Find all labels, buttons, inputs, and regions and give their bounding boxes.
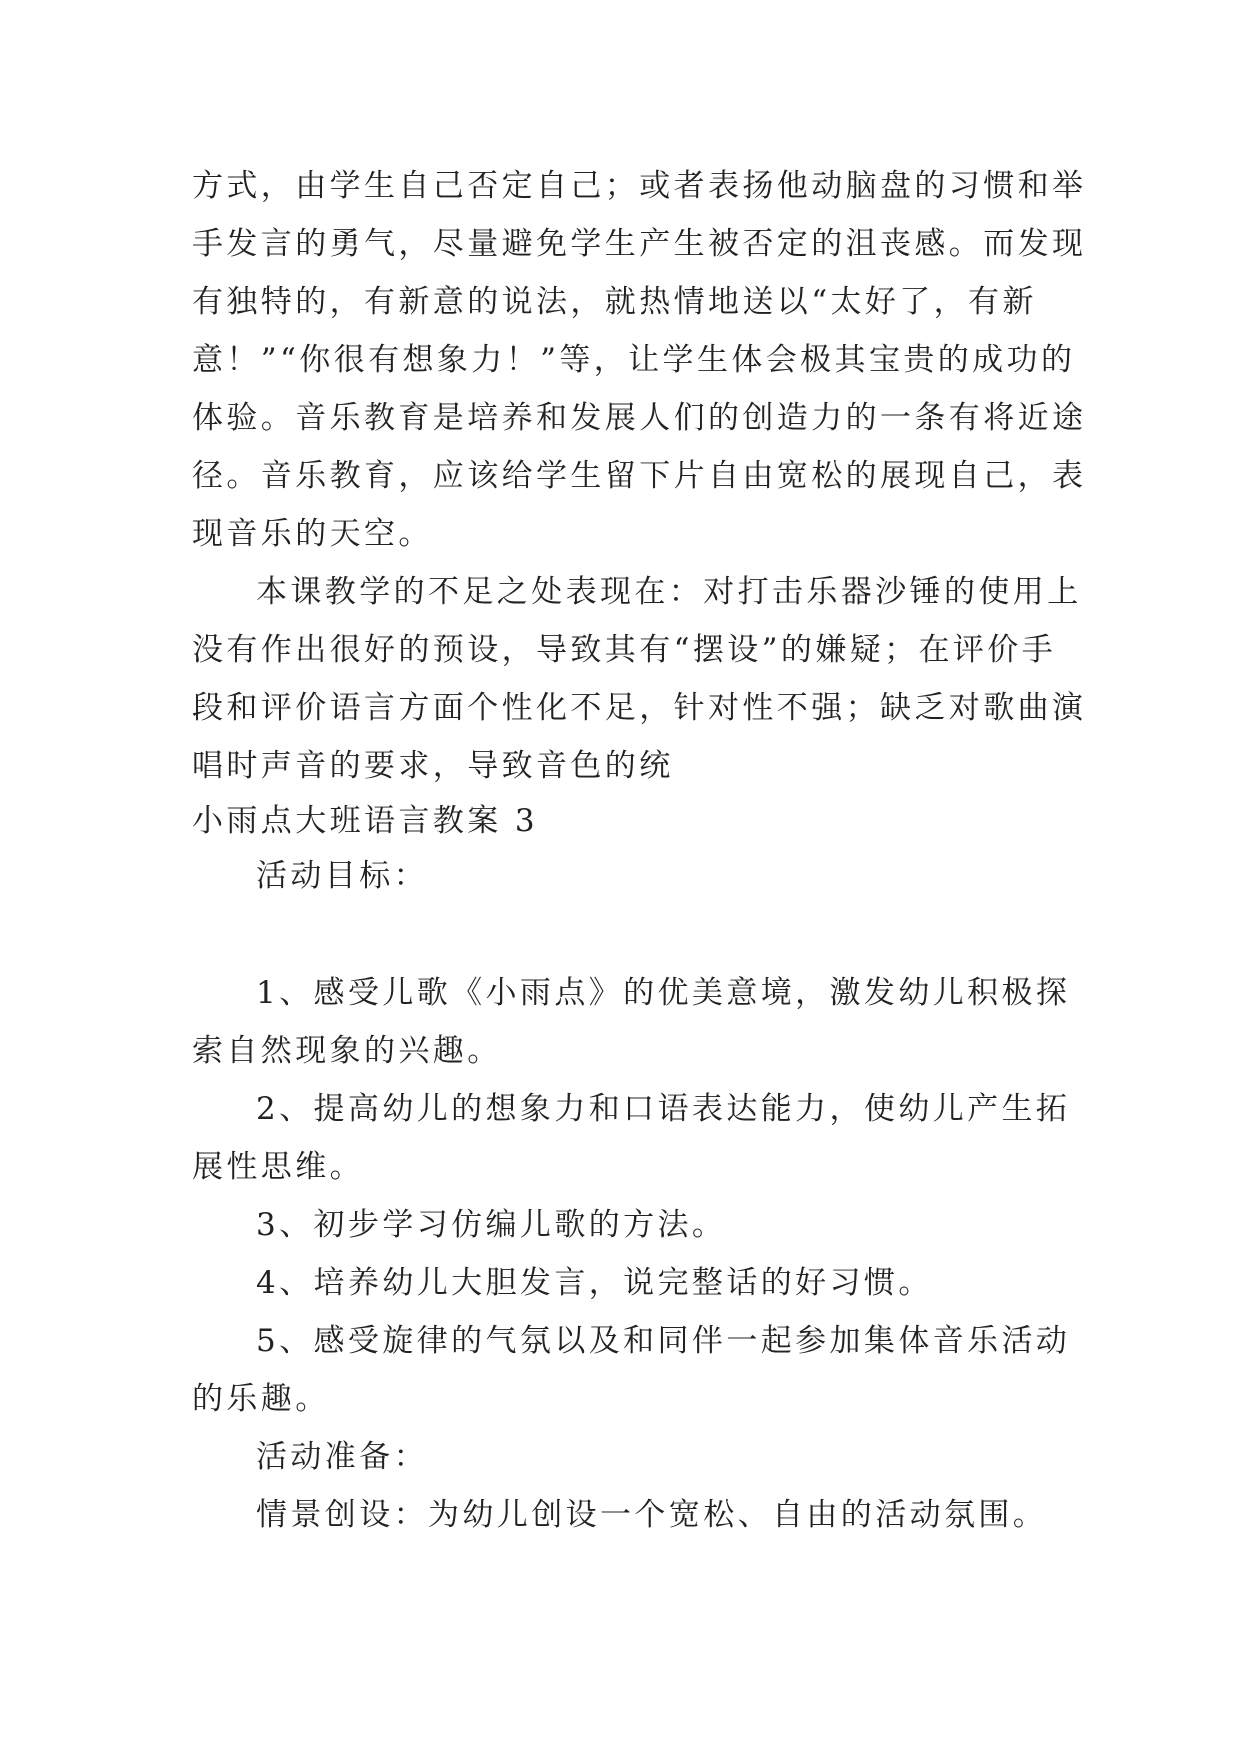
blank-line xyxy=(192,905,1052,964)
goal-item-1 xyxy=(192,964,1071,1080)
text-line: 的乐趣。 xyxy=(192,1381,330,1417)
text-line: 手发言的勇气，尽量避免学生产生被否定的沮丧感。而发现 xyxy=(192,226,1087,262)
text-line: 体验。音乐教育是培养和发展人们的创造力的一条有将近途 xyxy=(192,400,1087,436)
goal-item-3: 3、初步学习仿编儿歌的方法。 xyxy=(256,1207,727,1243)
text-line: 唱时声音的要求，导致音色的统 xyxy=(192,748,674,784)
paragraph-shortcomings xyxy=(192,563,1087,795)
text-line: 2、提高幼儿的想象力和口语表达能力，使幼儿产生拓 xyxy=(256,1091,1071,1127)
text-line: 本课教学的不足之处表现在：对打击乐器沙锤的使用上 xyxy=(256,574,1082,610)
text-line: 1、感受儿歌《小雨点》的优美意境，激发幼儿积极探 xyxy=(256,975,1071,1011)
text-line: 意！”“你很有想象力！”等，让学生体会极其宝贵的成功的 xyxy=(192,342,1076,378)
preparation-label: 活动准备： xyxy=(256,1439,428,1475)
text-line: 现音乐的天空。 xyxy=(192,516,433,552)
document-body xyxy=(192,157,1087,1544)
text-line: 方式，由学生自己否定自己；或者表扬他动脑盘的习惯和举 xyxy=(192,168,1087,204)
text-line: 没有作出很好的预设，导致其有“摆设”的嫌疑；在评价手 xyxy=(192,632,1057,668)
text-line: 径。音乐教育，应该给学生留下片自由宽松的展现自己，表 xyxy=(192,458,1087,494)
goal-item-4: 4、培养幼儿大胆发言，说完整话的好习惯。 xyxy=(256,1265,933,1301)
goal-item-2 xyxy=(192,1080,1071,1196)
text-line: 展性思维。 xyxy=(192,1149,364,1185)
goals-label: 活动目标： xyxy=(256,858,428,894)
paragraph-reflection xyxy=(192,157,1087,563)
goal-item-5 xyxy=(192,1312,1071,1428)
section-title: 小雨点大班语言教案 3 xyxy=(192,803,538,839)
text-line: 索自然现象的兴趣。 xyxy=(192,1033,502,1069)
text-line: 段和评价语言方面个性化不足，针对性不强；缺乏对歌曲演 xyxy=(192,690,1087,726)
text-line: 有独特的，有新意的说法，就热情地送以“太好了，有新 xyxy=(192,284,1037,320)
preparation-text: 情景创设：为幼儿创设一个宽松、自由的活动氛围。 xyxy=(256,1497,1048,1533)
text-line: 5、感受旋律的气氛以及和同伴一起参加集体音乐活动 xyxy=(256,1323,1071,1359)
